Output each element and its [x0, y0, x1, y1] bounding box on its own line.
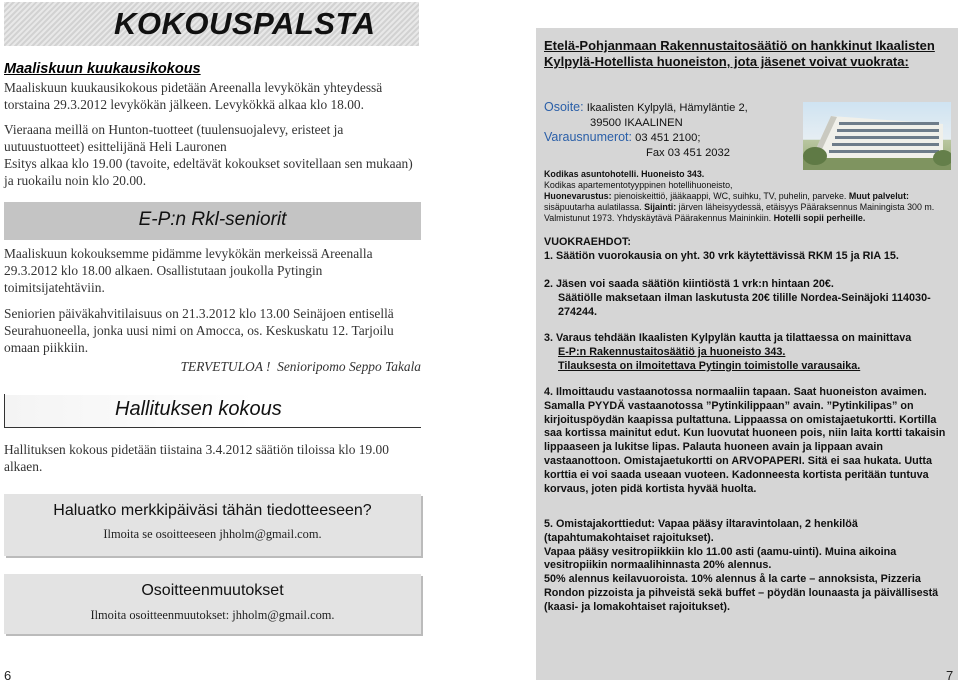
desc-equipment-label: Huonevarustus:: [544, 191, 612, 201]
kokouspalsta-banner: [4, 2, 419, 46]
building-illustration: [803, 102, 951, 170]
board-meeting-band: [4, 394, 421, 428]
desc-location-label: Sijainti:: [641, 202, 677, 212]
phone-number: 03 451 2100;: [635, 132, 701, 144]
paragraph-board-meeting: Hallituksen kokous pidetään tiistaina 3.4.2012 säätiön tiloissa klo 19.00 alkaen.: [4, 442, 389, 474]
signature: [4, 358, 421, 375]
rule-3c: Tilauksesta on ilmoitettava Pytingin toimistolle varausaika.: [558, 359, 861, 372]
desc-services: sisäpuutarha aulatilassa.: [544, 202, 642, 212]
hotel-building-photo: [803, 102, 951, 170]
desc-services-label: Muut palvelut:: [846, 191, 910, 201]
address-line1: Ikaalisten Kylpylä, Hämyläntie 2,: [586, 102, 748, 114]
board-meeting-label: Hallituksen kokous: [115, 398, 282, 420]
rule-5b: Vapaa pääsy vesitropiikkiin klo 11.00 asti (aamu-uinti). Muina aikoina vesitropiikin normaalihinnasta 20% alennus.: [544, 545, 897, 572]
rule-5c: 50% alennus keilavuoroista. 10% alennus å la carte – annoksista, Pizzeria Rondon pizzoista ja pihveistä sekä buffet – pöydän lounaasta ja päivällisestä (kaasi- ja lomakohtaiset rajoitukset).: [544, 573, 939, 613]
page-number-right: 7: [946, 668, 954, 683]
desc-line2: Kodikas apartementotyyppinen hotellihuoneisto,: [544, 180, 733, 190]
fax-number: Fax 03 451 2032: [646, 146, 730, 159]
rule-3a: 3. Varaus tehdään Ikaalisten Kylpylän kautta ja tilattaessa on mainittava: [544, 332, 912, 344]
banner-title: KOKOUSPALSTA: [114, 6, 376, 41]
hotel-address: [544, 100, 794, 160]
rules-block-2: [544, 278, 954, 319]
paragraph-meeting: Maaliskuun kuukausikokous pidetään Areenalla levykökän yhteydessä torstaina 29.3.2012 levykökän jälkeen. Levykökkä alkaa klo 18.00.: [4, 80, 383, 112]
paragraph-schedule: Esitys alkaa klo 19.00 (tavoite, edeltävät kokoukset sovitellaan sen mukaan) ja ruokailu noin klo 20.00.: [4, 156, 413, 188]
desc-equipment: pienoiskeittiö, jääkaappi, WC, suihku, TV, puhelin, parveke.: [611, 191, 847, 201]
page-number-left: 6: [4, 668, 12, 683]
rules-block-3: [544, 332, 954, 373]
desc-location: järven läheisyydessä, etäisyys Pääraksennus Mainingista 300 m. Valmistunut 1973. Yhdyskäytävä Päärakennus Maininkiin.: [544, 202, 935, 223]
address-line2: 39500 IKAALINEN: [590, 116, 683, 129]
address-change-heading: Osoitteenmuutokset: [141, 582, 284, 599]
phone-key: Varausnumerot:: [544, 130, 633, 144]
desc-family: Hotelli sopii perheille.: [771, 213, 866, 223]
paragraph-seniors-meeting: Maaliskuun kokouksemme pidämme levykökän merkeissä Areenalla 29.3.2012 klo 18.00 alkaen. Osallistutaan joukolla Pytingin toimitsijatehtäviin.: [4, 246, 373, 295]
signature-welcome: TERVETULOA !: [180, 359, 271, 374]
birthday-notice-text: Ilmoita se osoitteeseen jhholm@gmail.com.: [103, 527, 322, 541]
rule-3b: E-P:n Rakennustaitosäätiö ja huoneisto 343.: [558, 345, 786, 358]
birthday-notice-box: [4, 494, 421, 556]
signature-name: Senioripomo Seppo Takala: [277, 359, 421, 374]
desc-line1: Kodikas asuntohotelli. Huoneisto 343.: [544, 169, 705, 179]
right-page-panel: [536, 28, 958, 680]
seniors-band-label: E-P:n Rkl-seniorit: [138, 209, 287, 230]
rule-5a: 5. Omistajakorttiedut: Vapaa pääsy iltaravintolaan, 2 henkilöä (tapahtumakohtaiset rajoitukset).: [544, 518, 858, 544]
left-page: [0, 0, 425, 684]
rule-2a: 2. Jäsen voi saada säätiön kiintiöstä 1 vrk:n hintaan 20€.: [544, 278, 834, 290]
seniors-band: [4, 202, 421, 240]
hotel-description: [544, 169, 952, 224]
section-heading: Maaliskuun kuukausikokous: [4, 61, 201, 77]
address-key: Osoite:: [544, 100, 584, 114]
address-change-box: [4, 574, 421, 634]
address-change-text: Ilmoita osoitteenmuutokset: jhholm@gmail.com.: [90, 608, 335, 622]
rule-1: 1. Säätiön vuorokausia on yht. 30 vrk käytettävissä RKM 15 ja RIA 15.: [544, 249, 899, 262]
paragraph-seniors-coffee: Seniorien päiväkahvitilaisuus on 21.3.2012 klo 13.00 Seinäjoen entisellä Seurahuoneella, jonka uusi nimi on Amocca, os. Keskuskatu 12. Tarjoilu omaan piikkiin.: [4, 306, 394, 355]
paragraph-guest: Vieraana meillä on Hunton-tuotteet (tuulensuojalevy, eristeet ja uutuustuotteet) esittelijänä Heli Lauronen: [4, 122, 344, 154]
birthday-notice-heading: Haluatko merkkipäiväsi tähän tiedotteeseen?: [53, 502, 372, 519]
rules-block-1: [544, 236, 954, 264]
foundation-intro: Etelä-Pohjanmaan Rakennustaitosäätiö on hankkinut Ikaalisten Kylpylä-Hotellista huoneiston, jota jäsenet voivat vuokrata:: [544, 38, 935, 69]
rule-4: 4. Ilmoittaudu vastaanotossa normaaliin tapaan. Saat huoneiston avaimen. Samalla PYYDÄ vastaanotossa ”Pytinkilippaan” avain. ”Pytinkilipas” on kirjoituspöydän kaapissa pultattuna. Lippaassa on omistajaetukortti. Kortilla saa kortissa mainitut edut. Kun luovutat huoneen pois, niin laita kortti takaisin lippaaseen ja lukitse lipas. Palauta huoneen avain ja lippaan avain vastaanottoon. Omistajaetukortti on ARVOPAPERI. Sitä ei saa hukata. Uutta korttia ei voi saada useaan vuoteen. Kadonneesta kortista peritään tuntuva korvaus, joten pidä kortista hyvää huolta.: [544, 386, 946, 495]
rules-heading: VUOKRAEHDOT:: [544, 236, 631, 248]
rule-2b: Säätiölle maksetaan ilman laskutusta 20€ tilille Nordea-Seinäjoki 114030-274244.: [558, 291, 931, 318]
rules-block-5: [544, 518, 954, 615]
